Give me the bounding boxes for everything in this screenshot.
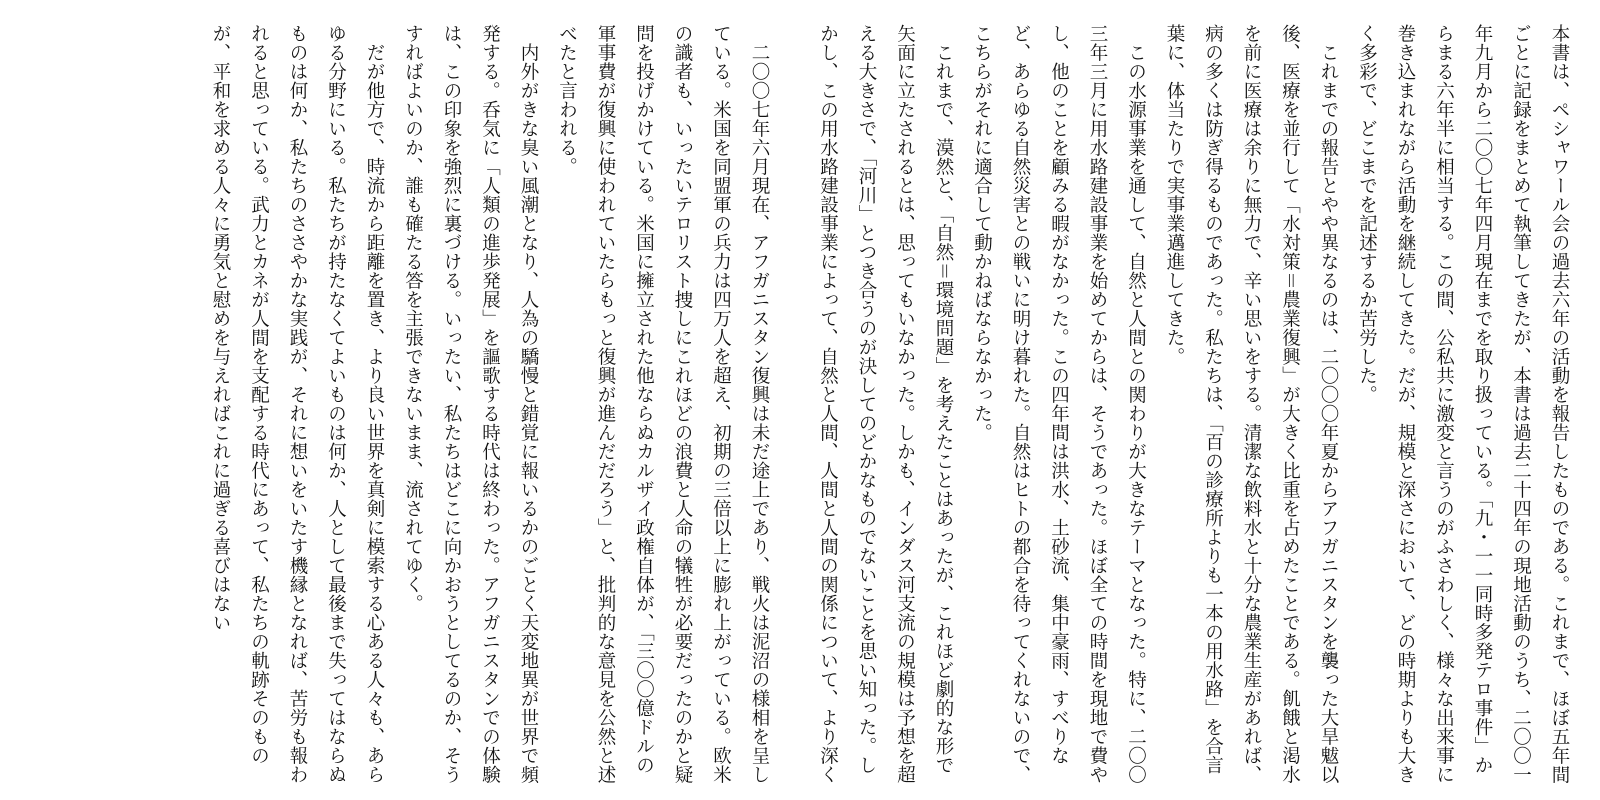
paragraph: 二〇〇七年六月現在、アフガニスタン復興は未だ途上であり、戦火は泥沼の様相を呈している。米国を同盟軍の兵力は四万人を超え、初期の三倍以上に膨れ上がっている。欧米の識者も、いったいテロリスト捜しにこれほどの浪費と人命の犠牲が必要だったのかと疑問を投げかけている。米国に擁立された他ならぬカルザイ政権自体が、「三〇〇億ドルの軍事費が復興に使われていたらもっと復興が進んだだろう」と、批判的な意見を公然と述べたと言われる。 bbox=[556, 24, 770, 784]
paragraph: 内外がきな臭い風潮となり、人為の驕慢と錯覚に報いるかのごとく天変地異が世界で頻発する。呑気に「人類の進歩発展」を謳歌する時代は終わった。アフガニスタンでの体験は、この印象を強烈に裏づける。いったい、私たちはどこに向かおうとしてるのか、そうすればよいのか、誰も確たる答を主張できないまま、流されてゆく。 bbox=[402, 24, 539, 784]
paragraph: だが他方で、時流から距離を置き、より良い世界を真剣に模索する心ある人々も、あらゆる分野にいる。私たちが持たなくてよいものは何か、人として最後まで失ってはならぬものは何か、私たちのささやかな実践が、それに想いをいたす機縁となれば、苦労も報われると思っている。武力とカネが人間を支配する時代にあって、私たちの軌跡そのものが、平和を求める人々に勇気と慰めを与えればこれに過ぎる喜びはない bbox=[210, 24, 385, 784]
paragraph: これまで、漠然と、「自然＝環境問題」を考えたことはあったが、これほど劇的な形で矢面に立たされるとは、思ってもいなかった。しかも、インダス河支流の規模は予想を超える大きさで、「河川」とつき合うのが決してのどかなものでないことを思い知った。しかし、この用水路建設事業によって、自然と人間、人間と人間の関係について、より深く bbox=[817, 24, 954, 784]
paragraph: これまでの報告とやや異なるのは、二〇〇〇年夏からアフガニスタンを襲った大旱魃以後、医療を並行して「水対策＝農業復興」が大きく比重を占めたことである。飢餓と渇水を前に医療は余りに無力で、辛い思いをする。清潔な飲料水と十分な農業生産があれば、病の多くは防ぎ得るものであった。私たちは、「百の診療所よりも一本の用水路」を合言葉に、体当たりで実事業邁進してきた。 bbox=[1164, 24, 1339, 784]
right-page bbox=[800, 0, 1600, 800]
paragraph: 本書は、ペシャワール会の過去六年の活動を報告したものである。これまで、ほぼ五年間ごとに記録をまとめて執筆してきたが、本書は過去二十四年の現地活動のうち、二〇〇一年九月から二〇〇七年四月現在までを取り扱っている。「九・一一同時多発テロ事件」からまる六年半に相当する。この間、公私共に激変と言うのがふさわしく、様々な出来事に巻き込まれながら活動を継続してきた。だが、規模と深さにおいて、どの時期よりも大きく多彩で、どこまでを記述するか苦労した。 bbox=[1356, 24, 1570, 784]
right-page-text bbox=[800, 24, 1578, 786]
paragraph: この水源事業を通して、自然と人間との関わりが大きなテーマとなった。特に、二〇〇三年三月に用水路建設事業を始めてからは、そうであった。ほぼ全ての時間を現地で費やし、他のことを顧みる暇がなかった。この四年間は洪水、土砂流、集中豪雨、すべりなど、あらゆる自然災害との戦いに明け暮れた。自然はヒトの都合を待ってくれないので、こちらがそれに適合して動かねばならなかった。 bbox=[971, 24, 1147, 784]
left-page-text bbox=[201, 24, 779, 786]
